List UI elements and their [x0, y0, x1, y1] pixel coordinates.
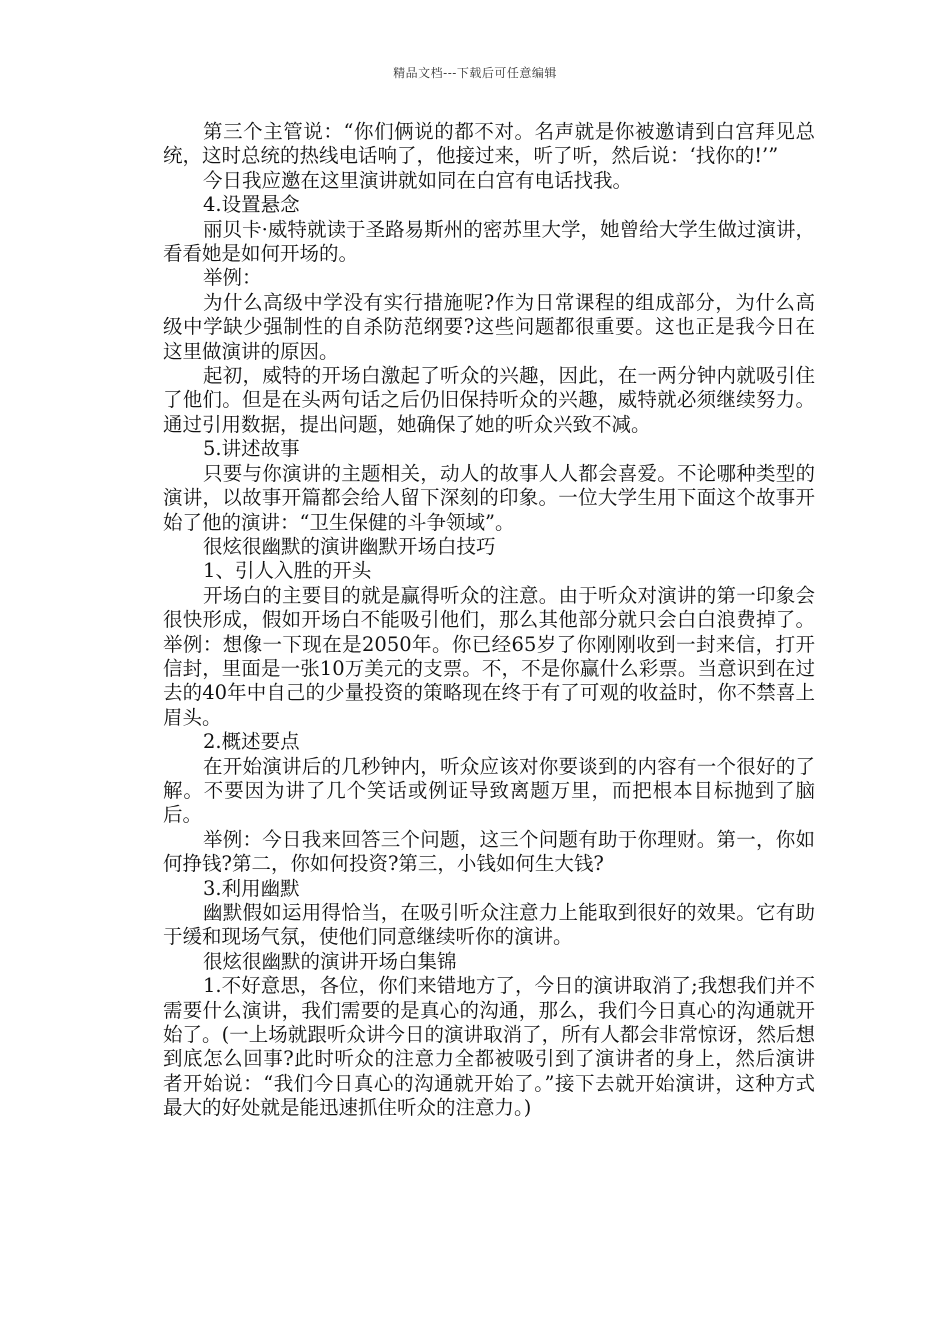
section-title-opening-collection: 很炫很幽默的演讲开场白集锦	[203, 949, 457, 973]
heading-engaging-start: 1、引人入胜的开头	[203, 559, 372, 583]
paragraph-white-house-call: 今日我应邀在这里演讲就如同在白宫有电话找我。	[203, 168, 633, 192]
heading-outline-points: 2.概述要点	[203, 730, 300, 754]
paragraph-win-attention: 开场白的主要目的就是赢得听众的注意。由于听众对演讲的第一印象会很快形成，假如开场白不能吸引他们，那么其他部分就只会白白浪费掉了。举例：想像一下现在是2050年。你已经65岁了你刚刚收到一封来信，打开信封，里面是一张10万美元的支票。不，不是你赢什么彩票。当意识到在过去的40年中自己的少量投资的策略现在终于有了可观的收益时，你不禁喜上眉头。	[163, 583, 815, 729]
heading-use-humor: 3.利用幽默	[203, 876, 300, 900]
section-title-humor-opening-tips: 很炫很幽默的演讲幽默开场白技巧	[203, 534, 496, 558]
paragraph-collection-item-1: 1.不好意思，各位，你们来错地方了，今日的演讲取消了;我想我们并不需要什么演讲，我们需要的是真心的沟通，那么，我们今日真心的沟通就开始了。(一上场就跟听众讲今日的演讲取消了，所有人都会非常惊讶，然后想到底怎么回事?此时听众的注意力全都被吸引到了演讲者的身上，然后演讲者开始说：“我们今日真心的沟通就开始了。”接下去就开始演讲，这种方式最大的好处就是能迅速抓住听众的注意力。)	[163, 974, 815, 1120]
paragraph-story-appeal: 只要与你演讲的主题相关，动人的故事人人都会喜爱。不论哪种类型的演讲，以故事开篇都会给人留下深刻的印象。一位大学生用下面这个故事开始了他的演讲：“卫生保健的斗争领域”。	[163, 461, 815, 534]
label-example: 举例：	[203, 266, 262, 290]
heading-set-suspense: 4.设置悬念	[203, 193, 300, 217]
page-header: 精品文档---下载后可任意编辑	[393, 66, 557, 80]
paragraph-third-manager-quote: 第三个主管说：“你们俩说的都不对。名声就是你被邀请到白宫拜见总统，这时总统的热线电话响了，他接过来，听了听，然后说：‘找你的!’”	[163, 120, 815, 168]
heading-tell-story: 5.讲述故事	[203, 437, 300, 461]
paragraph-suicide-prevention-question: 为什么高级中学没有实行措施呢?作为日常课程的组成部分，为什么高级中学缺少强制性的自杀防范纲要?这些问题都很重要。这也正是我今日在这里做演讲的原因。	[163, 290, 815, 363]
paragraph-outline-explanation: 在开始演讲后的几秒钟内，听众应该对你要谈到的内容有一个很好的了解。不要因为讲了几个笑话或例证导致离题万里，而把根本目标抛到了脑后。	[163, 754, 815, 827]
paragraph-rebecca-witt: 丽贝卡·威特就读于圣路易斯州的密苏里大学，她曾给大学生做过演讲，看看她是如何开场的。	[163, 217, 815, 266]
paragraph-humor-effect: 幽默假如运用得恰当，在吸引听众注意力上能取到很好的效果。它有助于缓和现场气氛，使他们同意继续听你的演讲。	[163, 901, 815, 949]
paragraph-witt-opening-analysis: 起初，威特的开场白激起了听众的兴趣，因此，在一两分钟内就吸引住了他们。但是在头两句话之后仍旧保持听众的兴趣，威特就必须继续努力。通过引用数据，提出问题，她确保了她的听众兴致不减。	[163, 364, 815, 436]
paragraph-three-questions-example: 举例：今日我来回答三个问题，这三个问题有助于你理财。第一，你如何挣钱?第二，你如何投资?第三，小钱如何生大钱?	[163, 827, 815, 876]
document-body	[163, 120, 815, 1121]
